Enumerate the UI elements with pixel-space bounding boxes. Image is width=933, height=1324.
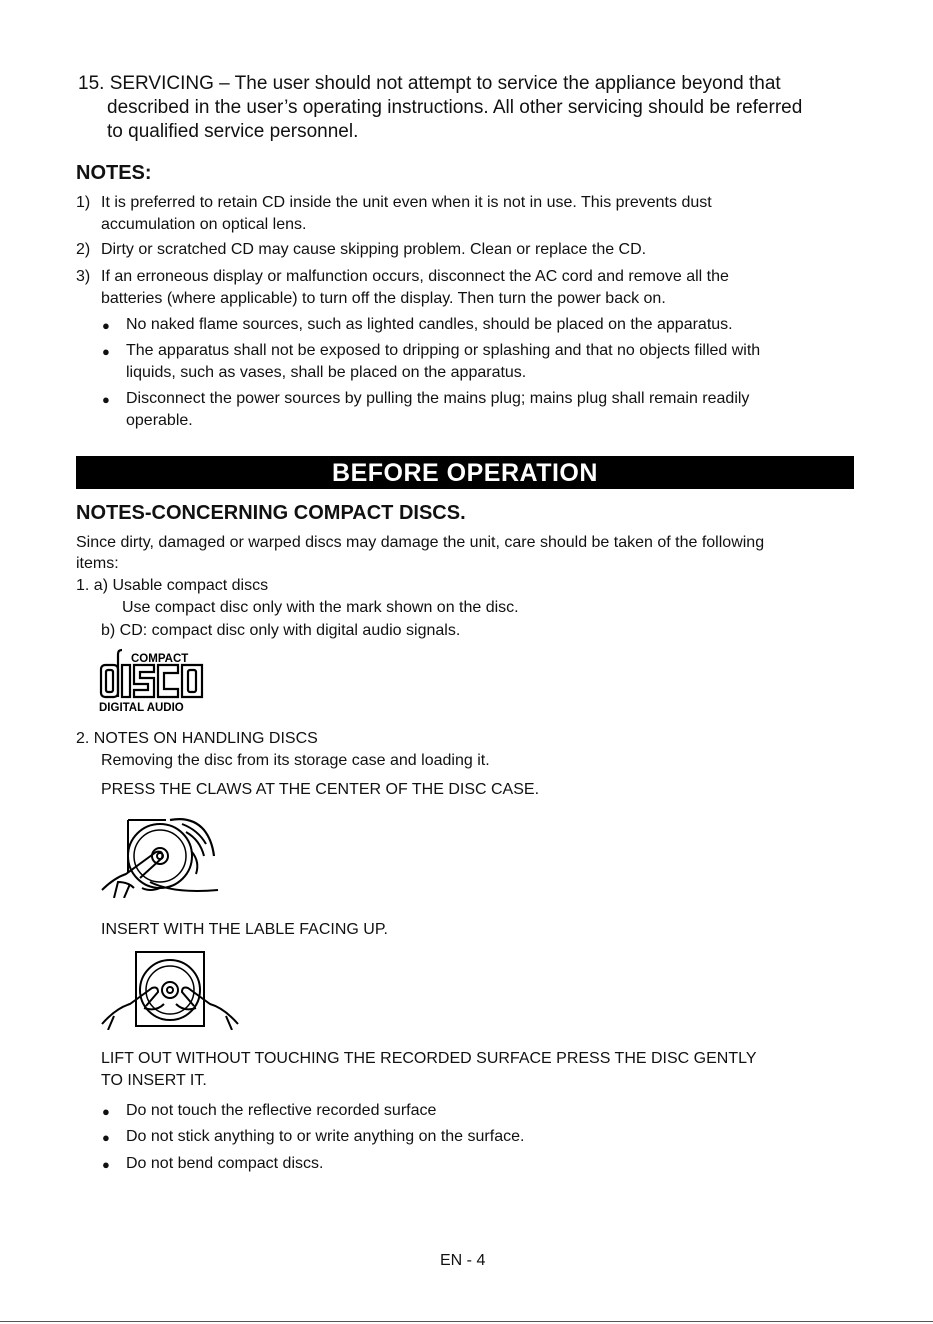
note-2-line-1: Dirty or scratched CD may cause skipping problem. Clean or replace the CD.	[101, 241, 647, 258]
note-1-line-2: accumulation on optical lens.	[101, 216, 307, 233]
disc-care-bullet-1: Do not touch the reflective recorded surface	[126, 1102, 437, 1119]
item-1b: b) CD: compact disc only with digital audio signals.	[101, 622, 461, 639]
note-3-number: 3)	[76, 268, 91, 285]
disc-care-bullet-3: Do not bend compact discs.	[126, 1155, 324, 1172]
lift-out-instruction-line-2: TO INSERT IT.	[101, 1072, 207, 1089]
item-2-description: Removing the disc from its storage case and loading it.	[101, 752, 490, 769]
compact-disc-logo	[98, 648, 208, 714]
note-1-line-1: It is preferred to retain CD inside the unit even when it is not in use. This prevents dust	[101, 194, 712, 211]
servicing-line-2: described in the user’s operating instructions. All other servicing should be referred	[107, 97, 803, 118]
press-claws-instruction: PRESS THE CLAWS AT THE CENTER OF THE DISC CASE.	[101, 781, 540, 798]
safety-bullet-2-line-2: liquids, such as vases, shall be placed on the apparatus.	[126, 364, 527, 381]
disc-care-bullet-2: Do not stick anything to or write anything on the surface.	[126, 1128, 525, 1145]
bullet-icon: ●	[102, 1104, 110, 1119]
servicing-line-1: 15. SERVICING – The user should not attempt to service the appliance beyond that	[78, 73, 781, 94]
bullet-icon: ●	[102, 318, 110, 333]
safety-bullet-3-line-1: Disconnect the power sources by pulling the mains plug; mains plug shall remain readily	[126, 390, 750, 407]
logo-digital-audio-text: DIGITAL AUDIO	[99, 702, 184, 714]
bullet-icon: ●	[102, 392, 110, 407]
item-1a-description: Use compact disc only with the mark shown on the disc.	[122, 599, 519, 616]
notes-heading: NOTES:	[76, 162, 152, 184]
compact-discs-heading: NOTES-CONCERNING COMPACT DISCS.	[76, 502, 466, 524]
item-2-heading: 2. NOTES ON HANDLING DISCS	[76, 730, 318, 747]
note-3-line-1: If an erroneous display or malfunction occurs, disconnect the AC cord and remove all the	[101, 268, 729, 285]
logo-compact-text: COMPACT	[131, 653, 189, 665]
lift-out-instruction-line-1: LIFT OUT WITHOUT TOUCHING THE RECORDED SURFACE PRESS THE DISC GENTLY	[101, 1050, 757, 1067]
note-1-number: 1)	[76, 194, 91, 211]
insert-disc-illustration	[100, 950, 240, 1030]
bullet-icon: ●	[102, 1130, 110, 1145]
insert-instruction: INSERT WITH THE LABLE FACING UP.	[101, 921, 388, 938]
before-operation-banner: BEFORE OPERATION	[76, 456, 854, 489]
discs-intro-line-2: items:	[76, 555, 119, 572]
page-number: EN - 4	[440, 1252, 486, 1269]
note-3-line-2: batteries (where applicable) to turn off the display. Then turn the power back on.	[101, 290, 666, 307]
remove-disc-illustration	[100, 812, 226, 898]
bottom-rule	[0, 1321, 933, 1322]
safety-bullet-2-line-1: The apparatus shall not be exposed to dripping or splashing and that no objects filled with	[126, 342, 761, 359]
bullet-icon: ●	[102, 344, 110, 359]
safety-bullet-1: No naked flame sources, such as lighted candles, should be placed on the apparatus.	[126, 316, 733, 333]
servicing-line-3: to qualified service personnel.	[107, 121, 359, 142]
item-1a: 1. a) Usable compact discs	[76, 577, 269, 594]
discs-intro-line-1: Since dirty, damaged or warped discs may damage the unit, care should be taken of the following	[76, 534, 765, 551]
safety-bullet-3-line-2: operable.	[126, 412, 193, 429]
bullet-icon: ●	[102, 1157, 110, 1172]
note-2-number: 2)	[76, 241, 91, 258]
